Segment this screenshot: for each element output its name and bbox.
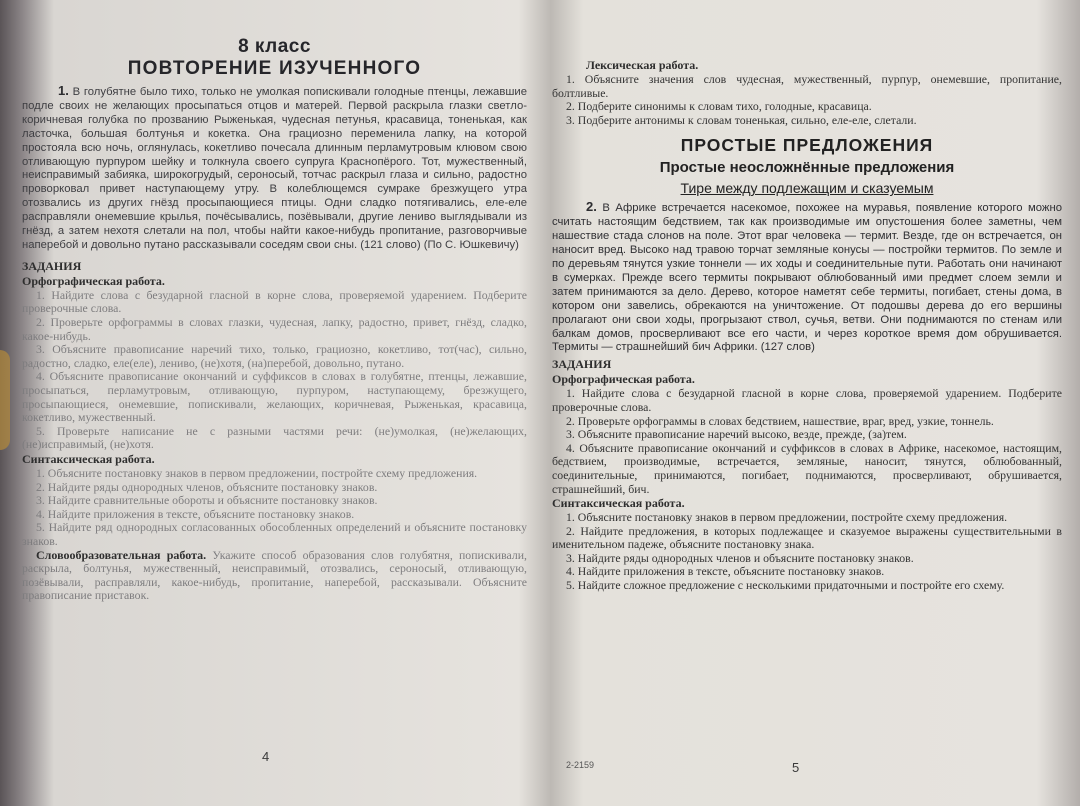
- topic-title: Тире между подлежащим и сказуемым: [680, 180, 934, 197]
- task-item: 1. Объясните постановку знаков в первом предложении, постройте схему предложения.: [36, 466, 478, 480]
- lexical-heading: Лексическая работа.: [586, 58, 699, 72]
- task-item: 3. Объясните правописание наречий тихо, только, грациозно, кокетливо, тот(час), сильно, радостно, сладко, еле(еле), лениво, (не)хотя, (на)перебой, довольно, путано.: [22, 342, 527, 370]
- exercise-number: 1.: [58, 83, 69, 98]
- left-page: [22, 0, 527, 790]
- task-item: 2. Проверьте орфограммы в словах глазки, чудесная, лапку, радостно, привет, гнёзд, сладко, какое-нибудь.: [22, 315, 527, 343]
- syntax-heading: Синтаксическая работа.: [552, 496, 685, 511]
- task-item: 1. Найдите слова с безударной гласной в корне слова, проверяемой ударением. Подберите проверочные слова.: [22, 287, 527, 316]
- right-page: [552, 0, 1062, 790]
- task-item: 3. Подберите антонимы к словам тоненькая, сильно, еле-еле, слетали.: [566, 112, 917, 127]
- chapter-subtitle: Простые неосложнённые предложения: [659, 159, 955, 177]
- section-title: ПОВТОРЕНИЕ ИЗУЧЕННОГО: [127, 58, 422, 79]
- task-item: 5. Найдите сложное предложение с несколькими придаточными и постройте его схему.: [566, 578, 1005, 593]
- grade-heading: 8 класс: [238, 36, 311, 57]
- task-item: 2. Подберите синонимы к словам тихо, голодные, красавица.: [566, 99, 872, 114]
- tasks-heading: ЗАДАНИЯ: [552, 357, 612, 372]
- task-item: 4. Найдите приложения в тексте, объясните постановку знаков.: [36, 506, 355, 521]
- task-item: 5. Проверьте написание не с разными частями речи: (не)умолкая, (не)желающих, (не)исправимый, (не)хотя.: [22, 423, 527, 452]
- exercise-number: 2.: [586, 199, 597, 215]
- orthography-tasks: [552, 387, 1062, 496]
- task-item: 4. Объясните правописание окончаний и суффиксов в словах в Африке, насекомое, настоящим, бедствием, производимые, встречается, земляные, наносит, тянутся, облюбованный, соединительные, принимаются, погибает, поднимаются, просверливают, обрушивается, страшнейший, бич.: [552, 440, 1062, 496]
- exercise-passage: В Африке встречается насекомое, похожее на муравья, появление которого можно считать настоящим бедствием, так как производимые им опустошения более заметны, чем нашествие стада слонов на поле. Этот враг человека — термит. Везде, где он встречается, он наносит вред. Высоко над травою торчат земляные конусы — постройки термитов. По земле и по деревьям тянутся узкие тоннели — их ходы и соединительные пути. Работать они начинают в сумерках. Прежде всего термиты покрывают облюбованный ими предмет слоем земли и затем принимаются за дело. Дерево, которое наметят себе термиты, погибает, стены дома, в котором они завелись, обрекаются на уничтожение. От подошвы дерева до его вершины пролагают они свои ходы, прогрызают ствол, сучья, ветви. Они поднимаются по стенам или балкам домов, просверливают все его части, и через короткое время дом обрушивается. Термиты — страшнейший бич Африки. (127 слов): [552, 202, 1062, 354]
- page-number-left: 4: [262, 749, 270, 764]
- task-item: 5. Найдите ряд однородных согласованных обособленных определений и объясните постановку знаков.: [22, 520, 527, 548]
- task-item: 3. Найдите ряды однородных членов и объясните постановку знаков.: [566, 550, 914, 565]
- syntax-tasks: [552, 511, 1062, 593]
- task-item: 1. Объясните постановку знаков в первом предложении, постройте схему предложения.: [566, 510, 1008, 525]
- task-item: 3. Найдите сравнительные обороты и объясните постановку знаков.: [36, 493, 378, 508]
- exercise-1: [22, 84, 527, 253]
- task-item: 1. Объясните значения слов чудесная, мужественный, пурпур, онемевшие, пропитание, болтливые.: [552, 72, 1062, 100]
- exercise-2: [552, 200, 1062, 355]
- chapter-title: ПРОСТЫЕ ПРЕДЛОЖЕНИЯ: [680, 135, 934, 156]
- task-item: 3. Объясните правописание наречий высоко, везде, прежде, (за)тем.: [566, 427, 907, 442]
- task-item: 1. Найдите слова с безударной гласной в корне слова, проверяемой ударением. Подберите проверочные слова.: [552, 386, 1062, 414]
- syntax-tasks: [22, 467, 527, 549]
- exercise-passage: В голубятне было тихо, только не умолкая попискивали голодные птенцы, лежавшие подле своих не желающих просыпаться отцов и матерей. Первой раскрыла глазки светло-коричневая голубка по прозванию Рыженькая, чудесная петунья, красавица, тоненькая, как ласточка, большая болтунья и кокетка. Она грациозно переменила лапку, на которой простояла всю ночь, оглянулась, кокетливо почесала длинным перламутровым клювом свою отливающую пурпуром шейку и толкнула своего супруга Краснопёрого. Тот, мужественный, неисправимый забияка, широкогрудый, сероносый, тотчас раскрыл глаза и сильно, радостно проворковал привет наступающему утру. В колеблющемся сумраке брезжущего утра отозвались из других гнёзд просыпающиеся птицы. Одни сладко потягивались, еле-еле расправляли онемевшие крылья, почёсывались, позёвывали, другие лениво выглядывали из гнёзд, а затем нехотя слетали на пол, чтобы найти какое-нибудь пропитание, разговорчивые наперебой и довольно путано рассказывали соседям свои сны. (121 слово) (По С. Юшкевичу): [22, 86, 527, 251]
- orthography-heading: Орфографическая работа.: [22, 273, 165, 288]
- task-item: 2. Найдите предложения, в которых подлежащее и сказуемое выражены существительными в именительном падеже, объясните постановку знака.: [552, 523, 1062, 552]
- task-item: 2. Найдите ряды однородных членов, объясните постановку знаков.: [36, 479, 378, 494]
- word-formation-heading: Словообразовательная работа.: [36, 547, 207, 562]
- task-item: 4. Найдите приложения в тексте, объясните постановку знаков.: [566, 564, 885, 579]
- task-item: 2. Проверьте орфограммы в словах бедствием, нашествие, враг, вред, узкие, тоннель.: [566, 413, 994, 428]
- tasks-heading: ЗАДАНИЯ: [22, 258, 82, 273]
- word-formation-task: [22, 549, 527, 603]
- orthography-tasks: [22, 289, 527, 452]
- task-item: 4. Объясните правописание окончаний и суффиксов в словах в голубятне, птенцы, лежавшие, просыпаться, перламутровым, отливающую, пурпуром, наступающему, брезжущего, просыпающиеся, онемевшие, попискивали, желающих, коричневая, Рыженькая, красавица, кокетливо, мужественный.: [22, 369, 527, 425]
- syntax-heading: Синтаксическая работа.: [22, 452, 155, 466]
- lexical-tasks: [552, 73, 1062, 127]
- print-code: 2-2159: [566, 760, 595, 770]
- word-formation-text: Укажите способ образования слов голубятня, попискивали, раскрыла, болтунья, мужественный, неисправимый, отозвались, сероносый, отливающую, позёвывали, расправляли, какое-нибудь, пропитание, наперебой, рассказывали. Объясните правописание приставок.: [22, 547, 527, 603]
- orthography-heading: Орфографическая работа.: [552, 372, 695, 387]
- page-edge-decoration: [0, 350, 10, 450]
- page-number-right: 5: [792, 760, 800, 775]
